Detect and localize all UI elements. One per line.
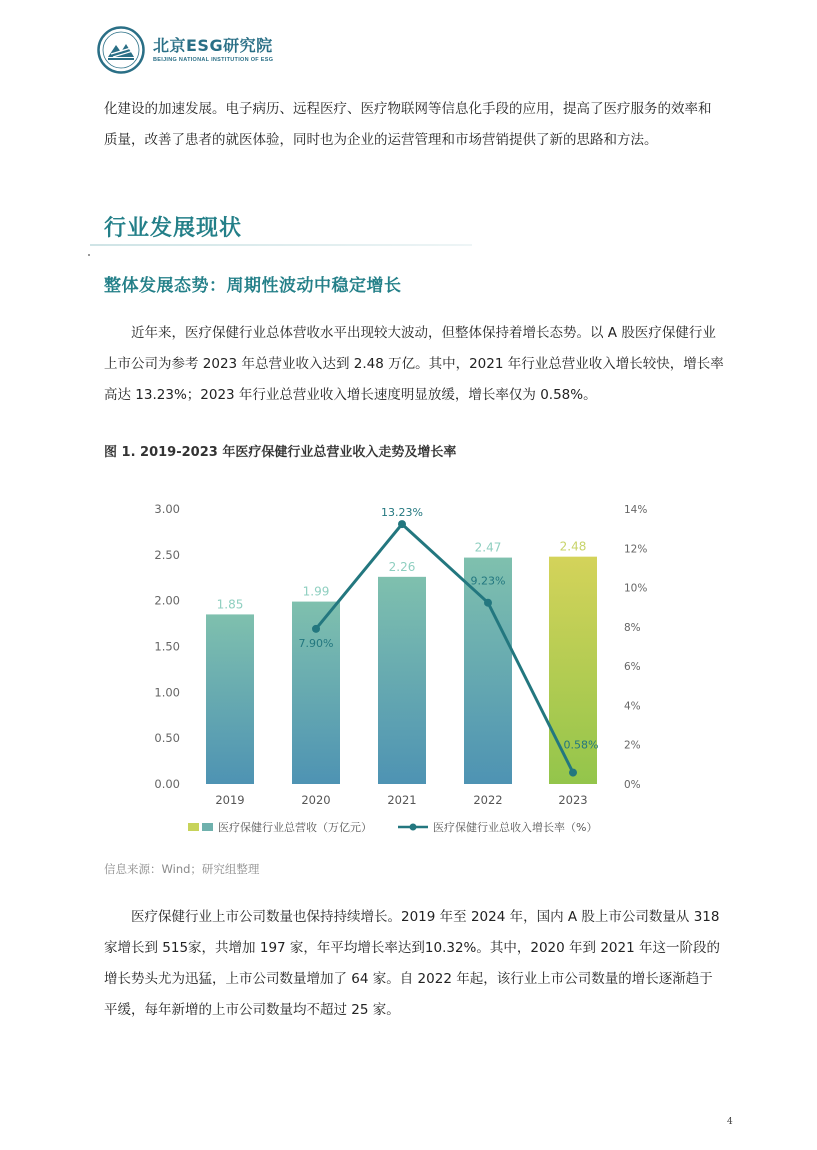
- growth-rate-point: [484, 599, 492, 607]
- growth-rate-line: [316, 524, 573, 772]
- y-right-tick-label: 8%: [624, 621, 641, 634]
- x-tick-label: 2019: [215, 793, 245, 807]
- bar-value-label: 2.48: [559, 539, 587, 554]
- x-tick-label: 2021: [387, 793, 417, 807]
- y-left-tick-label: 2.50: [154, 547, 180, 562]
- chart-legend: [188, 820, 597, 834]
- growth-rate-label: 7.90%: [298, 636, 334, 650]
- y-left-tick-label: 0.50: [154, 731, 180, 746]
- page-number: 4: [727, 1117, 733, 1127]
- growth-rate-label: 0.58%: [563, 738, 599, 752]
- paragraph-revenue: 近年来，医疗保健行业总体营收水平出现较大波动，但整体保持着增长态势。以 A 股医疗保健行业上市公司为参考 2023 年总营业收入达到 2.48 万亿。其中，2021 年行业总营业收入增长较快，增长率高达 13.23%；2023 年行业总营业收入增长速度明显放缓，增长率仅为 0.58%。: [104, 325, 724, 403]
- y-left-tick-label: 2.00: [154, 593, 180, 608]
- section-divider: [90, 244, 472, 246]
- logo: [97, 26, 273, 74]
- paragraph-companies: 医疗保健行业上市公司数量也保持持续增长。2019 年至 2024 年，国内 A 股上市公司数量从 318 家增长到 515家，共增加 197 家，年平均增长率达到10.32%。其中，2020 年到 2021 年这一阶段的增长势头尤为迅猛，上市公司数量增加了 64 家。自 2022 年起，该行业上市公司数量的增长逐渐趋于平缓，每年新增的上市公司数量均不超过 25 家。: [104, 909, 720, 1018]
- revenue-chart: [130, 490, 650, 840]
- bar-2021: [378, 577, 426, 784]
- figure-source: 信息来源：Wind；研究组整理: [104, 862, 260, 876]
- y-right-tick-label: 10%: [624, 582, 648, 595]
- logo-subtitle: BEIJING NATIONAL INSTITUTION OF ESG: [153, 57, 274, 63]
- y-right-tick-label: 14%: [624, 504, 648, 516]
- growth-rate-label: 13.23%: [381, 506, 423, 520]
- x-tick-label: 2020: [301, 793, 331, 807]
- y-left-tick-label: 3.00: [154, 502, 180, 516]
- legend-line-label: 医疗保健行业总收入增长率（%）: [433, 821, 598, 834]
- x-tick-label: 2023: [558, 793, 588, 807]
- growth-rate-point: [398, 520, 406, 528]
- figure-title: 图 1. 2019-2023 年医疗保健行业总营业收入走势及增长率: [104, 445, 457, 460]
- logo-emblem-icon: [97, 26, 145, 74]
- y-right-tick-label: 12%: [624, 543, 648, 556]
- paragraph-intro: 化建设的加速发展。电子病历、远程医疗、医疗物联网等信息化手段的应用，提高了医疗服务的效率和质量，改善了患者的就医体验，同时也为企业的运营管理和市场营销提供了新的思路和方法。: [104, 101, 712, 148]
- bar-2022: [464, 558, 512, 784]
- section-dot: [88, 254, 90, 256]
- section-title: 行业发展现状: [104, 216, 243, 241]
- bar-value-label: 2.47: [474, 540, 502, 555]
- x-tick-label: 2022: [473, 793, 503, 807]
- growth-rate-point: [569, 769, 577, 777]
- subsection-title: 整体发展态势：周期性波动中稳定增长: [104, 276, 402, 296]
- y-right-tick-label: 2%: [624, 739, 641, 752]
- bar-value-label: 1.99: [302, 584, 330, 599]
- y-left-tick-label: 0.00: [154, 777, 180, 791]
- y-left-tick-label: 1.50: [154, 639, 180, 654]
- bar-2019: [206, 614, 254, 784]
- legend-line-marker: [410, 824, 417, 831]
- legend-bar-label: 医疗保健行业总营收（万亿元）: [218, 821, 372, 834]
- legend-swatch-bar: [202, 823, 213, 831]
- y-right-tick-label: 6%: [624, 661, 641, 674]
- growth-rate-label: 9.23%: [470, 574, 506, 588]
- legend-swatch-bar-highlight: [188, 823, 199, 831]
- bar-value-label: 2.26: [388, 559, 416, 574]
- growth-rate-point: [312, 625, 320, 633]
- y-left-tick-label: 1.00: [154, 685, 180, 700]
- bar-value-label: 1.85: [216, 597, 244, 612]
- logo-title: 北京ESG研究院: [153, 36, 273, 55]
- y-right-tick-label: 0%: [624, 779, 641, 791]
- y-right-tick-label: 4%: [624, 700, 641, 713]
